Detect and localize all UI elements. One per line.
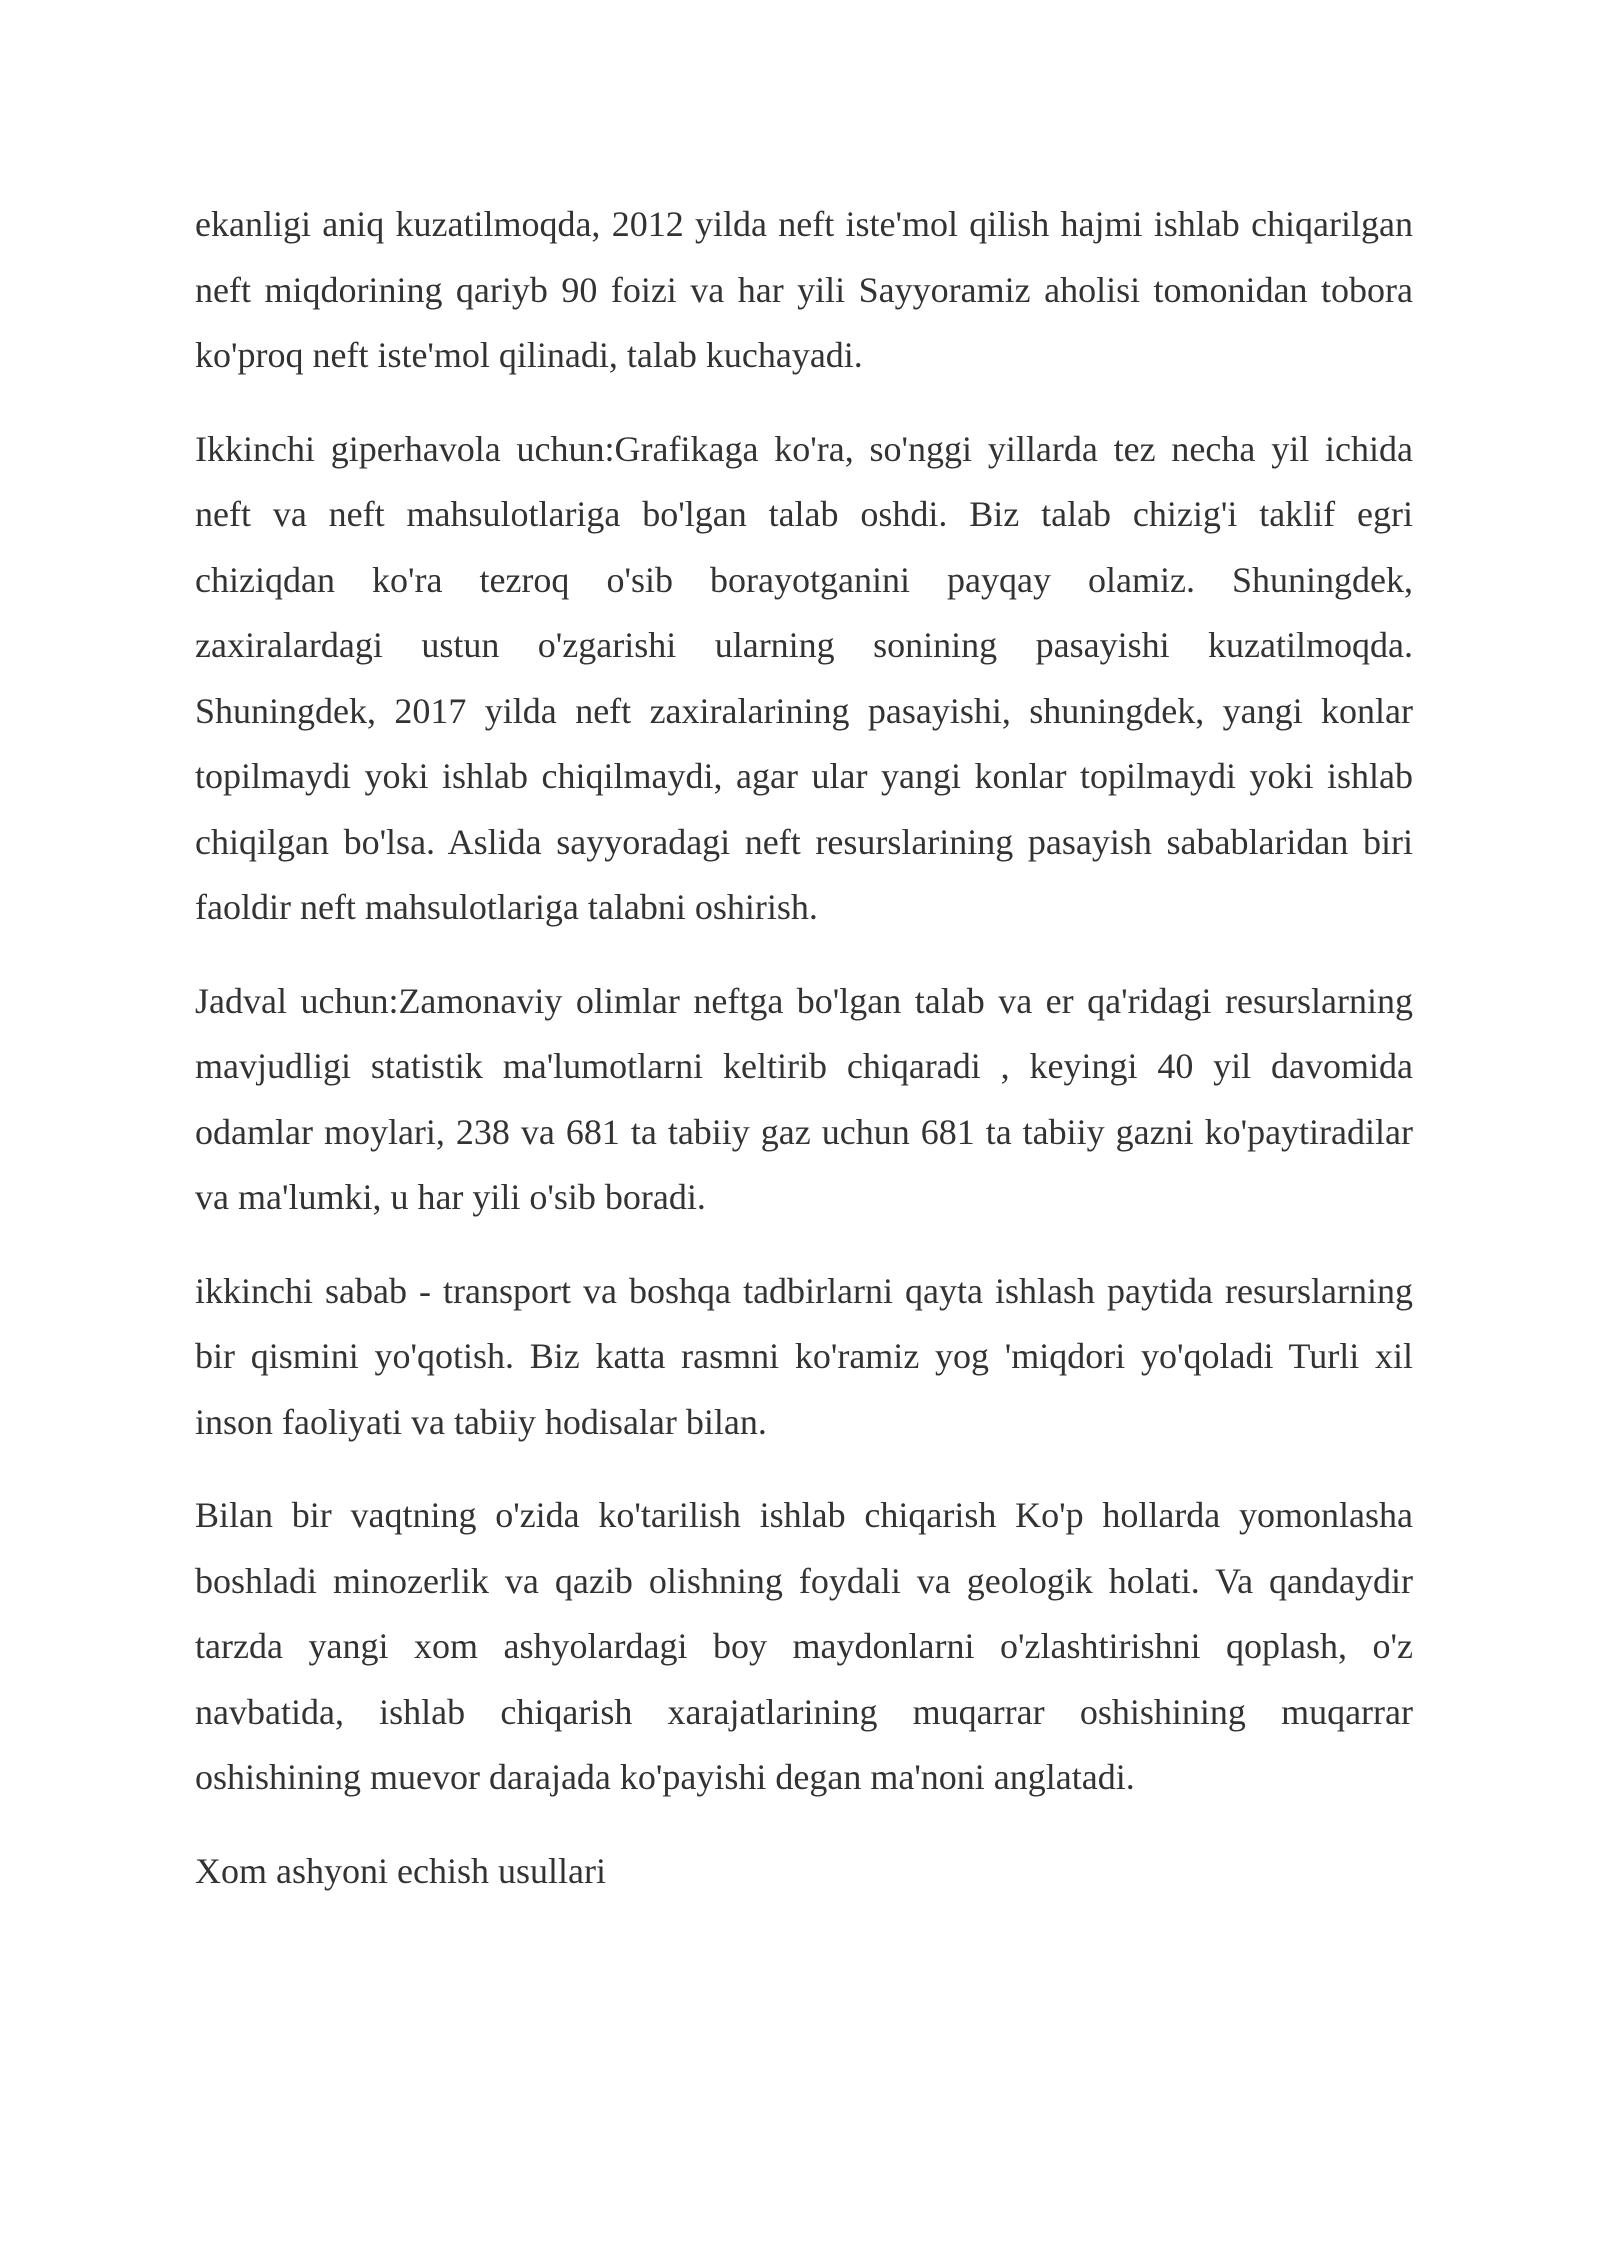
paragraph-3: Jadval uchun:Zamonaviy olimlar neftga bo'lgan talab va er qa'ridagi resurslarning mavjudligi statistik ma'lumotlarni keltirib chiqaradi , keyingi 40 yil davomida odamlar moylari, 238 va 681 ta tabiiy gaz uchun 681 ta tabiiy gazni ko'paytiradilar va ma'lumki, u har yili o'sib boradi. — [195, 980, 1413, 1217]
section-heading: Xom ashyoni echish usullari — [195, 1850, 606, 1891]
paragraph-2: Ikkinchi giperhavola uchun:Grafikaga ko'ra, so'nggi yillarda tez necha yil ichida neft va neft mahsulotlariga bo'lgan talab oshdi. Biz talab chizig'i taklif egri chiziqdan ko'ra tezroq o'sib borayotganini payqay olamiz. Shuningdek, zaxiralardagi ustun o'zgarishi ularning sonining pasayishi kuzatilmoqda. Shuningdek, 2017 yilda neft zaxiralarining pasayishi, shuningdek, yangi konlar topilmaydi yoki ishlab chiqilmaydi, agar ular yangi konlar topilmaydi yoki ishlab chiqilgan bo'lsa. Aslida sayyoradagi neft resurslarining pasayish sabablaridan biri faoldir neft mahsulotlariga talabni oshirish. — [195, 428, 1413, 927]
paragraph-5: Bilan bir vaqtning o'zida ko'tarilish ishlab chiqarish Ko'p hollarda yomonlasha boshladi minozerlik va qazib olishning foydali va geologik holati. Va qandaydir tarzda yangi xom ashyolardagi boy maydonlarni o'zlashtirishni qoplash, o'z navbatida, ishlab chiqarish xarajatlarining muqarrar oshishining muqarrar oshishining muevor darajada ko'payishi degan ma'noni anglatadi. — [195, 1495, 1413, 1797]
document-body — [195, 192, 1413, 1932]
paragraph-1: ekanligi aniq kuzatilmoqda, 2012 yilda neft iste'mol qilish hajmi ishlab chiqarilgan neft miqdorining qariyb 90 foizi va har yili Sayyoramiz aholisi tomonidan tobora ko'proq neft iste'mol qilinadi, talab kuchayadi. — [195, 204, 1413, 375]
paragraph-4: ikkinchi sabab - transport va boshqa tadbirlarni qayta ishlash paytida resurslarning bir qismini yo'qotish. Biz katta rasmni ko'ramiz yog 'miqdori yo'qoladi Turli xil inson faoliyati va tabiiy hodisalar bilan. — [195, 1270, 1413, 1442]
